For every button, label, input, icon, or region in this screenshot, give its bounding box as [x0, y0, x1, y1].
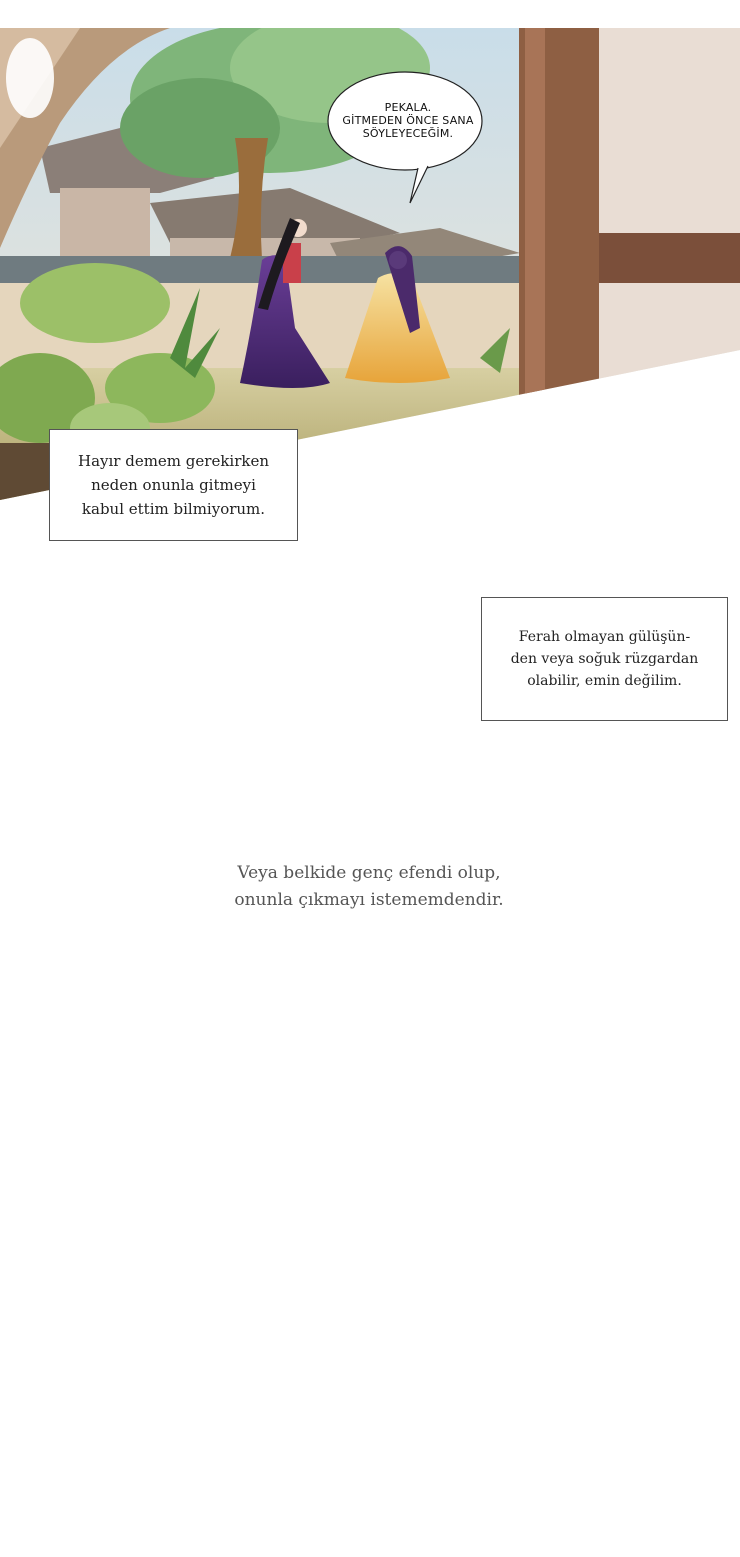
caption-line: neden onunla gitmeyi	[91, 476, 256, 494]
narration-text	[150, 860, 588, 914]
speech-bubble-text	[333, 101, 483, 140]
narration-line: onunla çıkmayı istememdendir.	[234, 890, 504, 910]
caption-line: den veya soğuk rüzgardan	[510, 651, 699, 667]
speech-line: GİTMEDEN ÖNCE SANA	[342, 114, 474, 127]
caption-line: olabilir, emin değilim.	[527, 673, 682, 689]
speech-line: PEKALA.	[384, 101, 432, 114]
caption-box-1	[49, 429, 298, 541]
caption-line: Hayır demem gerekirken	[77, 452, 269, 470]
caption-line: Ferah olmayan gülüşün-	[518, 629, 691, 645]
caption-line: kabul ettim bilmiyorum.	[81, 500, 266, 518]
narration-line: Veya belkide genç efendi olup,	[237, 863, 501, 883]
speech-line: SÖYLEYECEĞİM.	[362, 127, 454, 140]
caption-box-2	[481, 597, 728, 721]
